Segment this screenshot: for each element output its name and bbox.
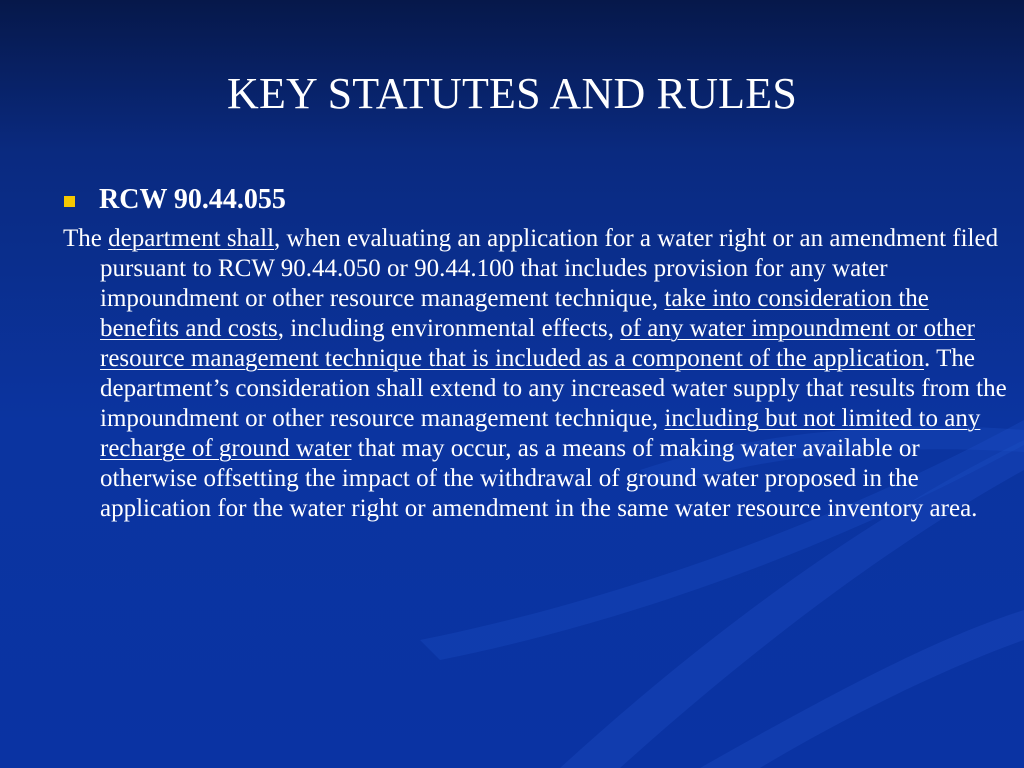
- underlined-phrase: department shall: [108, 225, 275, 252]
- statute-text: [63, 224, 1012, 524]
- underlined-phrase: of any water impoundment or other resource management technique that is included as a component of the application: [100, 315, 975, 372]
- body-text-segment: . The department’s consideration shall extend to any increased water supply that results from the impoundment or other resource management technique,: [100, 345, 1007, 432]
- bullet-item: [64, 182, 286, 218]
- body-text-segment: that may occur, as a means of making water available or otherwise offsetting the impact of the withdrawal of ground water proposed in the application for the water right or amendment in the same water resource inventory area.: [100, 435, 978, 522]
- bullet-heading: RCW 90.44.055: [99, 184, 286, 215]
- square-bullet-icon: [64, 196, 75, 207]
- underlined-phrase: take into consideration the benefits and costs: [100, 285, 929, 342]
- body-text-segment: The: [63, 225, 109, 252]
- underlined-phrase: including but not limited to any recharge of ground water: [100, 405, 981, 462]
- body-text-segment: , when evaluating an application for a water right or an amendment filed pursuant to RCW 90.44.050 or 90.44.100 that includes provision for any water impoundment or other resource management technique,: [100, 225, 999, 312]
- slide-title: KEY STATUTES AND RULES: [226, 69, 798, 118]
- body-text-segment: , including environmental effects,: [277, 315, 621, 342]
